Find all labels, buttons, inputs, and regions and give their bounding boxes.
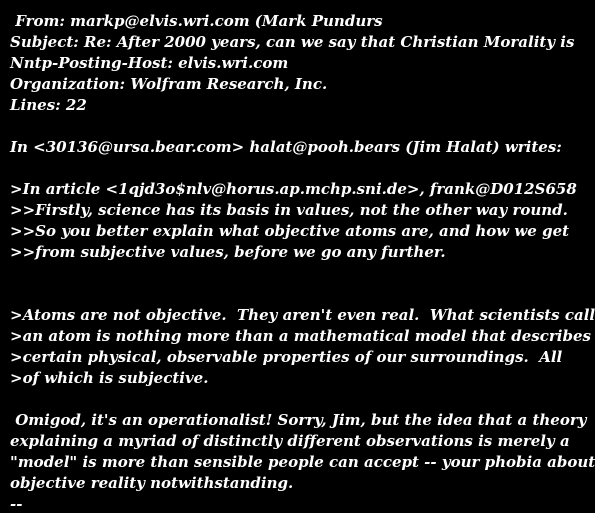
header-organization: Organization: Wolfram Research, Inc. xyxy=(10,75,328,93)
reply-line: Omigod, it's an operationalist! Sorry, Jim, but the idea that a theory xyxy=(10,411,587,429)
header-nntp-posting-host: Nntp-Posting-Host: elvis.wri.com xyxy=(10,54,289,72)
header-subject: Subject: Re: After 2000 years, can we say that Christian Morality is xyxy=(10,33,575,51)
quoted-line: >of which is subjective. xyxy=(10,369,209,387)
quoted-line: >Atoms are not objective. They aren't even real. What scientists call xyxy=(10,306,595,324)
quoted-line: >In article <1qjd3o$nlv@horus.ap.mchp.sni.de>, frank@D012S658 xyxy=(10,180,577,198)
reply-line: explaining a myriad of distinctly different observations is merely a xyxy=(10,432,570,450)
signature-separator: -- xyxy=(10,495,23,513)
attribution-line: In <30136@ursa.bear.com> halat@pooh.bears (Jim Halat) writes: xyxy=(10,138,562,156)
quoted-line: >>So you better explain what objective atoms are, and how we get xyxy=(10,222,570,240)
header-from: From: markp@elvis.wri.com (Mark Pundurs xyxy=(10,12,383,30)
header-lines: Lines: 22 xyxy=(10,96,87,114)
quoted-line: >>Firstly, science has its basis in values, not the other way round. xyxy=(10,201,568,219)
reply-line: objective reality notwithstanding. xyxy=(10,474,294,492)
quoted-line: >an atom is nothing more than a mathematical model that describes xyxy=(10,327,591,345)
quoted-line: >>from subjective values, before we go any further. xyxy=(10,243,446,261)
reply-line: "model" is more than sensible people can accept -- your phobia about xyxy=(10,453,595,471)
quoted-line: >certain physical, observable properties of our surroundings. All xyxy=(10,348,563,366)
